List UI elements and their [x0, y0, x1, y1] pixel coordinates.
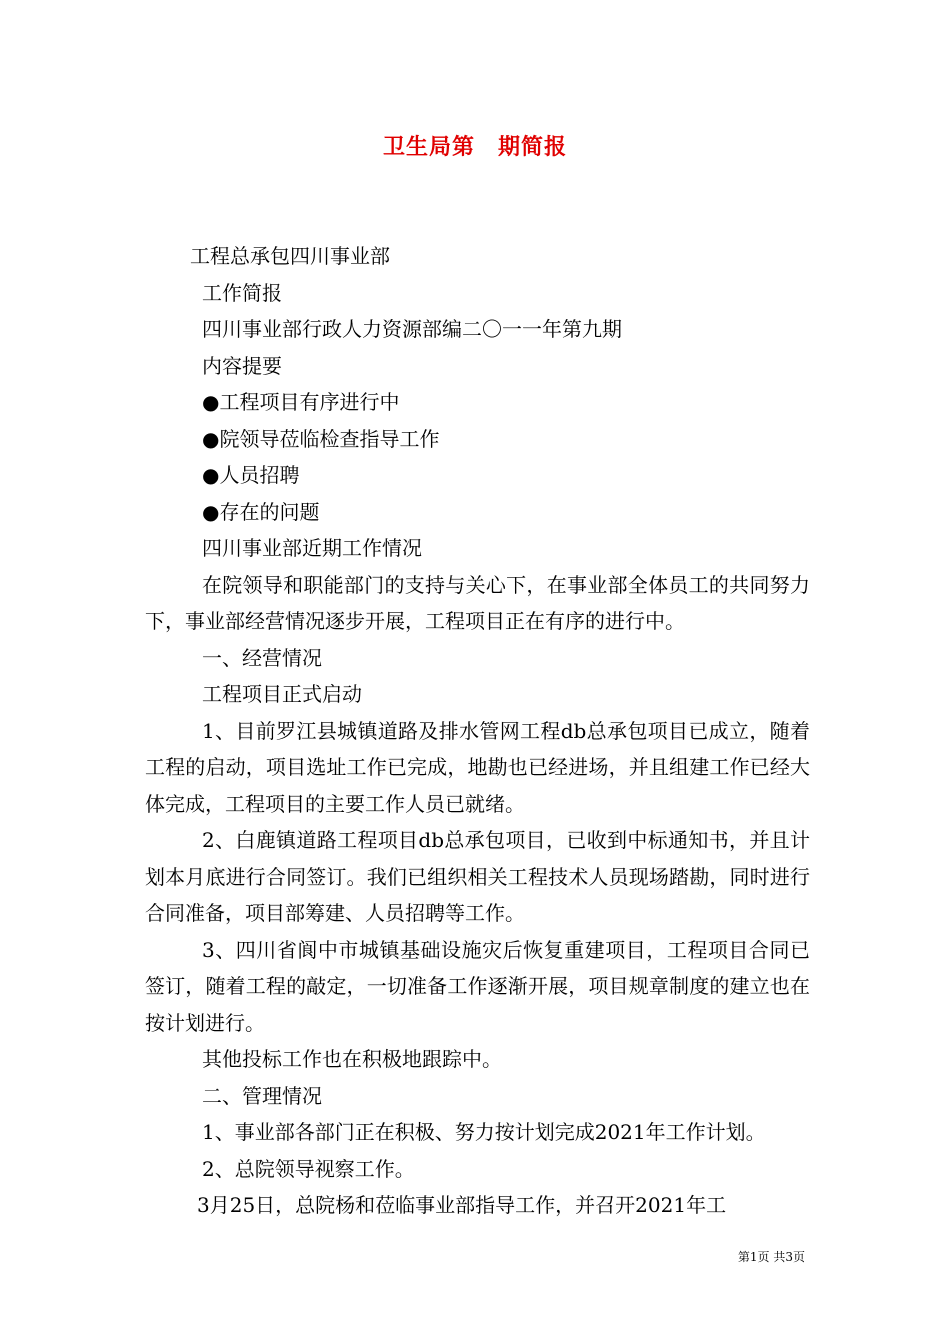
- section-heading-operations: 一、经营情况: [202, 645, 322, 670]
- paragraph-management-1: 1、事业部各部门正在积极、努力按计划完成2021年工作计划。: [202, 1120, 766, 1144]
- document-body: [145, 238, 810, 1224]
- paragraph-department: 工程总承包四川事业部: [190, 244, 390, 268]
- paragraph-visit: 3月25日，总院杨和莅临事业部指导工作，并召开2021年工: [197, 1193, 727, 1217]
- summary-bullet-1: ●工程项目有序进行中: [202, 390, 400, 414]
- paragraph-intro: 在院领导和职能部门的支持与关心下，在事业部全体员工的共同努力下，事业部经营情况逐步开展，工程项目正在有序的进行中。: [145, 572, 810, 633]
- paragraph-project-2: 2、白鹿镇道路工程项目db总承包项目，已收到中标通知书，并且计划本月底进行合同签订。我们已组织相关工程技术人员现场踏勘，同时进行合同准备，项目部筹建、人员招聘等工作。: [145, 828, 810, 925]
- paragraph-project-1: 1、目前罗江县城镇道路及排水管网工程db总承包项目已成立，随着工程的启动，项目选址工作已完成，地勘也已经进场，并且组建工作已经大体完成，工程项目的主要工作人员已就绪。: [145, 718, 810, 816]
- paragraph-project-3: 3、四川省阆中市城镇基础设施灾后恢复重建项目，工程项目合同已签订，随着工程的敲定，一切准备工作逐渐开展，项目规章制度的建立也在按计划进行。: [145, 937, 810, 1035]
- summary-bullet-4: ●存在的问题: [202, 499, 320, 524]
- subheading-project-launch: 工程项目正式启动: [202, 682, 362, 706]
- page-number: 第1页 共3页: [737, 1250, 805, 1264]
- document-title: 卫生局第 期简报: [382, 134, 567, 160]
- paragraph-other-bids: 其他投标工作也在积极地跟踪中。: [202, 1047, 502, 1071]
- section-heading-management: 二、管理情况: [202, 1083, 322, 1108]
- paragraph-bulletin-label: 工作简报: [202, 280, 282, 305]
- paragraph-management-2: 2、总院领导视察工作。: [202, 1156, 415, 1181]
- paragraph-recent-work-heading: 四川事业部近期工作情况: [202, 536, 422, 560]
- summary-bullet-3: ●人员招聘: [202, 463, 300, 487]
- paragraph-issue-info: 四川事业部行政人力资源部编二〇一一年第九期: [202, 317, 622, 341]
- paragraph-summary-heading: 内容提要: [202, 353, 282, 378]
- summary-bullet-2: ●院领导莅临检查指导工作: [202, 426, 440, 451]
